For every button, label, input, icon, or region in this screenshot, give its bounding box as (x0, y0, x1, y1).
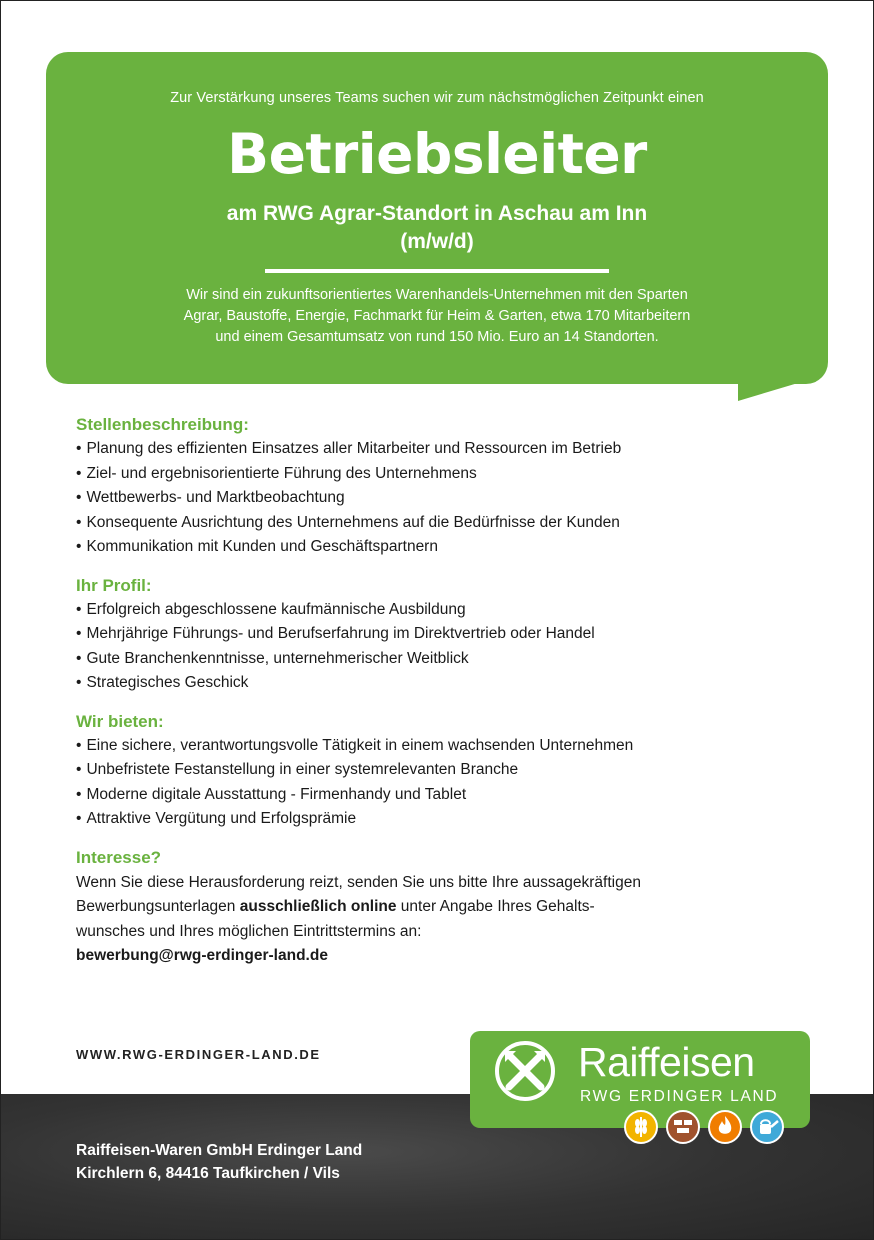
list-item: • Strategisches Geschick (76, 671, 796, 696)
section-title: Ihr Profil: (76, 575, 152, 595)
about-line: Wir sind ein zukunftsorientiertes Warenhandels-Unternehmen mit den Sparten (186, 287, 688, 303)
list-item: • Ziel- und ergebnisorientierte Führung des Unternehmens (76, 462, 796, 487)
list-item: • Planung des effizienten Einsatzes aller Mitarbeiter und Ressourcen im Betrieb (76, 437, 796, 462)
list-item: • Mehrjährige Führungs- und Berufserfahrung im Direktvertrieb oder Handel (76, 622, 796, 647)
intro-text: Zur Verstärkung unseres Teams suchen wir zum nächstmöglichen Zeitpunkt einen (170, 90, 704, 106)
offer-list (76, 734, 796, 832)
section-profile (76, 575, 796, 696)
interest-line: wunsches und Ihres möglichen Eintrittstermins an: (76, 922, 422, 940)
list-item: • Kommunikation mit Kunden und Geschäftspartnern (76, 535, 796, 560)
header-divider (265, 269, 609, 273)
list-item: • Wettbewerbs- und Marktbeobachtung (76, 486, 796, 511)
bricks-icon (666, 1110, 700, 1144)
raiffeisen-cross-icon (494, 1040, 556, 1102)
subtitle-gender: (m/w/d) (400, 230, 474, 253)
list-item: • Konsequente Ausrichtung des Unternehmens auf die Bedürfnisse der Kunden (76, 511, 796, 536)
about-line: und einem Gesamtumsatz von rund 150 Mio. Euro an 14 Standorten. (215, 329, 659, 345)
profile-list (76, 598, 796, 696)
main-content (76, 414, 796, 984)
section-title: Interesse? (76, 847, 162, 867)
section-title: Wir bieten: (76, 711, 164, 731)
section-title: Stellenbeschreibung: (76, 415, 249, 434)
about-line: Agrar, Baustoffe, Energie, Fachmarkt für Heim & Garten, etwa 170 Mitarbeitern (183, 308, 691, 324)
job-title: Betriebsleiter (227, 122, 647, 186)
logo-name: Raiffeisen (578, 1039, 755, 1085)
list-item: • Unbefristete Festanstellung in einer systemrelevanten Branche (76, 758, 796, 783)
job-subtitle (46, 200, 828, 256)
list-item: • Erfolgreich abgeschlossene kaufmännische Ausbildung (76, 598, 796, 623)
interest-text-post: unter Angabe Ihres Gehalts- (396, 898, 595, 915)
logo-subtitle: RWG ERDINGER LAND (580, 1088, 779, 1105)
section-interest (76, 847, 796, 969)
company-about (86, 285, 788, 348)
interest-line: Wenn Sie diese Herausforderung reizt, senden Sie uns bitte Ihre aussagekräftigen (76, 873, 641, 891)
street-address: Kirchlern 6, 84416 Taufkirchen / Vils (76, 1165, 340, 1182)
bubble-tail (738, 383, 798, 401)
section-job (76, 414, 796, 560)
online-only-emphasis: ausschließlich online (239, 898, 397, 915)
interest-text (76, 871, 796, 945)
interest-line (76, 895, 796, 920)
list-item: • Eine sichere, verantwortungsvolle Tätigkeit in einem wachsenden Unternehmen (76, 734, 796, 759)
watering-can-icon (750, 1110, 784, 1144)
division-icons (624, 1110, 784, 1146)
list-item: • Moderne digitale Ausstattung - Firmenhandy und Tablet (76, 783, 796, 808)
flame-icon (708, 1110, 742, 1144)
company-name: Raiffeisen-Waren GmbH Erdinger Land (76, 1142, 363, 1159)
wheat-icon (624, 1110, 658, 1144)
header-bubble (46, 52, 828, 384)
list-item: • Attraktive Vergütung und Erfolgsprämie (76, 807, 796, 832)
interest-text-pre: Bewerbungsunterlagen (76, 898, 240, 915)
company-address (76, 1139, 362, 1185)
website-link[interactable]: WWW.RWG-ERDINGER-LAND.DE (76, 1047, 321, 1062)
application-email-link[interactable]: bewerbung@rwg-erdinger-land.de (76, 947, 328, 964)
list-item: • Gute Branchenkenntnisse, unternehmerischer Weitblick (76, 647, 796, 672)
subtitle-location: am RWG Agrar-Standort in Aschau am Inn (226, 202, 648, 225)
section-offer (76, 711, 796, 832)
job-list (76, 437, 796, 560)
